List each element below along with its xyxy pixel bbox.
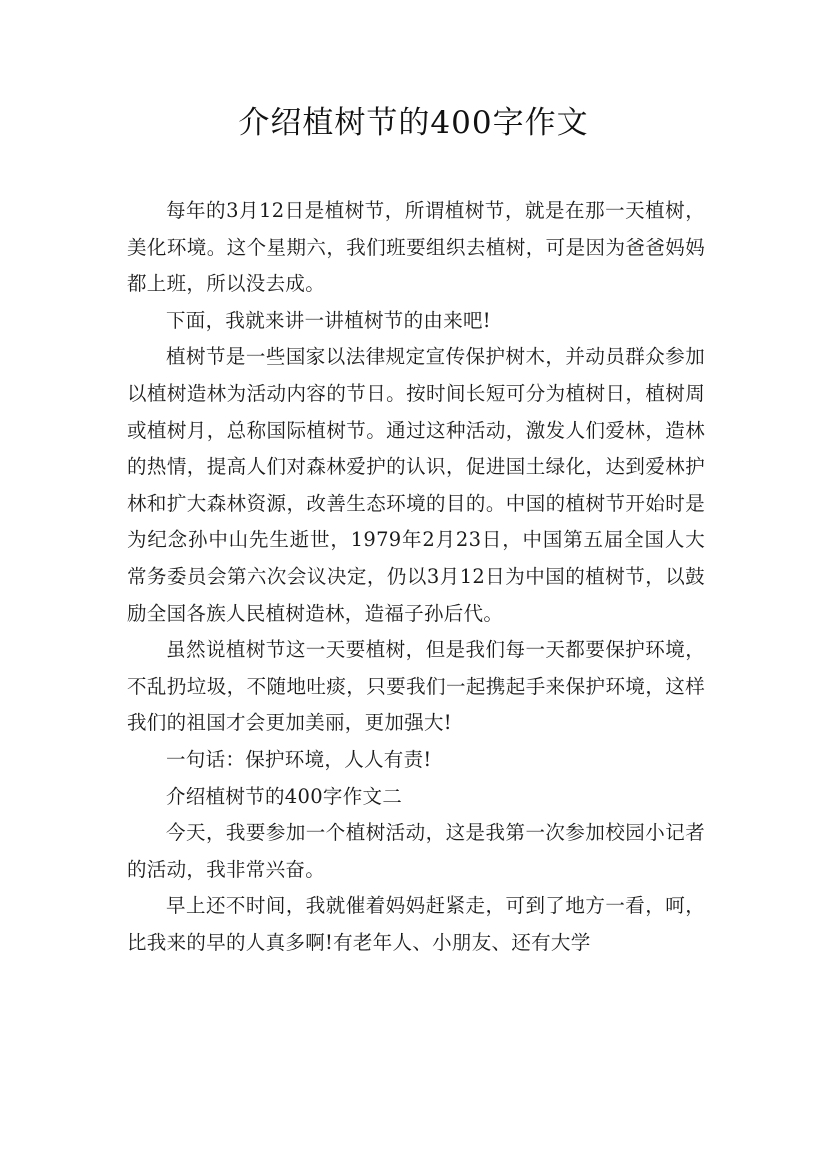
paragraph: 下面，我就来讲一讲植树节的由来吧! xyxy=(166,308,491,332)
section-heading: 介绍植树节的400字作文二 xyxy=(166,784,403,808)
paragraph: 一句话：保护环境，人人有责! xyxy=(166,747,432,771)
document-body xyxy=(127,193,705,961)
paragraph: 植树节是一些国家以法律规定宣传保护树木，并动员群众参加以植树造林为活动内容的节日。按时间长短可分为植树日，植树周或植树月，总称国际植树节。通过这种活动，激发人们爱林，造林的热情，提高人们对森林爱护的认识，促进国土绿化，达到爱林护林和扩大森林资源，改善生态环境的目的。中国的植树节开始时是为纪念孙中山先生逝世，1979年2月23日，中国第五届全国人大常务委员会第六次会议决定，仍以3月12日为中国的植树节，以鼓励全国各族人民植树造林，造福子孙后代。 xyxy=(127,345,705,625)
document-title: 介绍植树节的400字作文 xyxy=(238,105,589,141)
paragraph: 每年的3月12日是植树节，所谓植树节，就是在那一天植树，美化环境。这个星期六，我们班要组织去植树，可是因为爸爸妈妈都上班，所以没去成。 xyxy=(127,199,705,296)
paragraph: 早上还不时间，我就催着妈妈赶紧走，可到了地方一看，呵，比我来的早的人真多啊!有老年人、小朋友、还有大学 xyxy=(127,894,705,954)
paragraph: 今天，我要参加一个植树活动，这是我第一次参加校园小记者的活动，我非常兴奋。 xyxy=(127,821,705,881)
paragraph: 虽然说植树节这一天要植树，但是我们每一天都要保护环境，不乱扔垃圾，不随地吐痰，只要我们一起携起手来保护环境，这样我们的祖国才会更加美丽，更加强大! xyxy=(127,638,705,735)
